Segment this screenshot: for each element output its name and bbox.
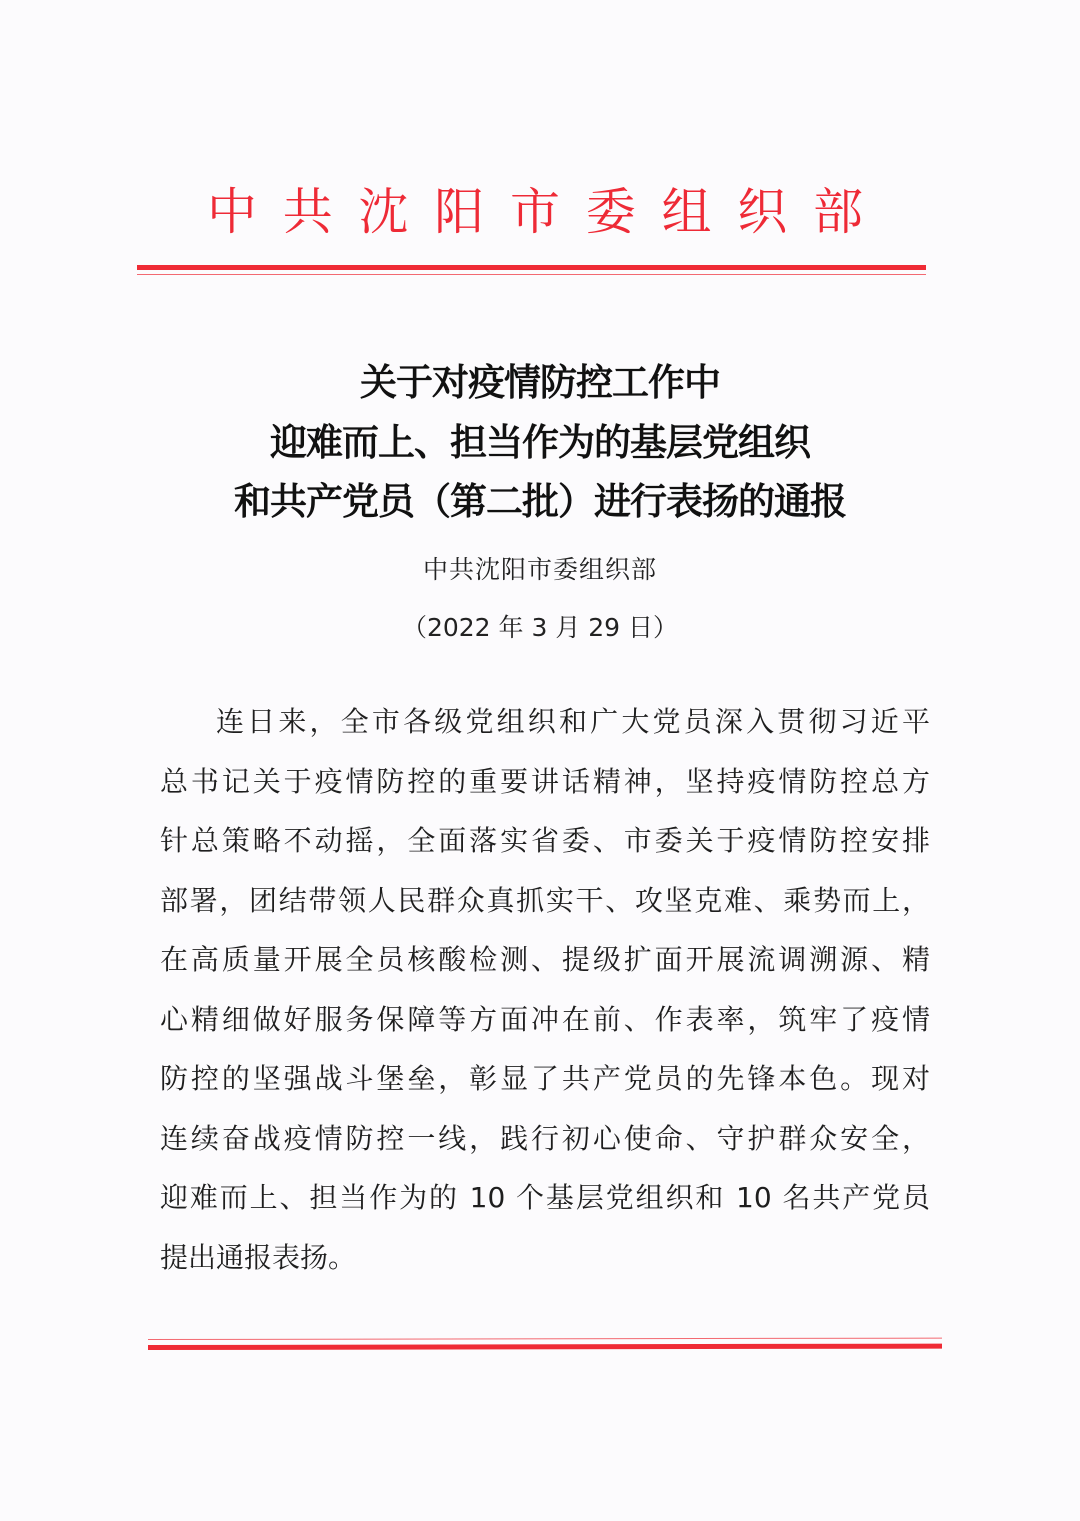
- body-line: 总书记关于疫情防控的重要讲话精神，坚持疫情防控总方: [160, 764, 930, 798]
- footer-rule-thin: [148, 1338, 942, 1340]
- masthead-char: 阳: [434, 183, 485, 241]
- body-line: 在高质量开展全员核酸检测、提级扩面开展流调溯源、精: [160, 943, 930, 976]
- document-title-line-3: 和共产党员（第二批）进行表扬的通报: [234, 479, 846, 523]
- header-rule-thick: [137, 265, 926, 270]
- body-line: 防控的坚强战斗堡垒，彰显了共产党员的先锋本色。现对: [160, 1062, 930, 1095]
- body-line: 连续奋战疫情防控一线，践行初心使命、守护群众安全，: [160, 1121, 930, 1155]
- body-line: 部署，团结带领人民群众真抓实干、攻坚克难、乘势而上，: [160, 883, 930, 917]
- body-line: 针总策略不动摇，全面落实省委、市委关于疫情防控安排: [160, 824, 930, 857]
- body-line: 心精细做好服务保障等方面冲在前、作表率，筑牢了疫情: [160, 1002, 930, 1036]
- issue-date: （2022 年 3 月 29 日）: [401, 613, 679, 642]
- masthead-char: 织: [737, 183, 788, 241]
- document-title-line-2: 迎难而上、担当作为的基层党组织: [270, 420, 810, 464]
- body-line: 迎难而上、担当作为的 10 个基层党组织和 10 名共产党员: [160, 1181, 930, 1214]
- masthead-char: 组: [661, 183, 712, 241]
- masthead-char: 委: [585, 183, 636, 241]
- masthead-org-name: [205, 180, 865, 244]
- body-line: 连日来，全市各级党组织和广大党员深入贯彻习近平: [216, 705, 930, 738]
- footer-rule-thick: [148, 1344, 942, 1350]
- masthead-char: 共: [282, 183, 333, 241]
- header-rule-thin: [137, 274, 926, 275]
- masthead-char: 部: [813, 183, 863, 241]
- masthead-char: 中: [207, 183, 257, 241]
- issuer: 中共沈阳市委组织部: [422, 555, 657, 584]
- masthead-char: 沈: [358, 183, 409, 241]
- document-title-line-1: 关于对疫情防控工作中: [360, 360, 720, 404]
- body-line: 提出通报表扬。: [160, 1240, 357, 1274]
- masthead-char: 市: [510, 183, 560, 241]
- body-paragraph: [160, 692, 930, 1287]
